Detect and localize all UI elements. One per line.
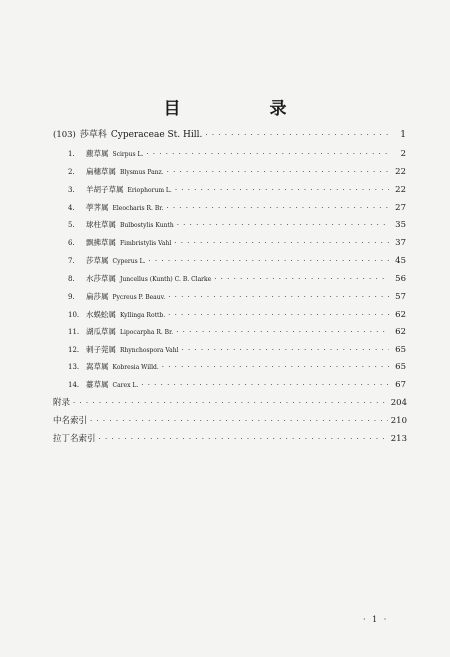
genus-number: 5.: [68, 221, 75, 229]
page-footer-number: · 1 ·: [363, 615, 389, 624]
leader-dots: [167, 168, 389, 176]
toc-genus-entry[interactable]: [68, 184, 406, 195]
genus-number: 10.: [68, 311, 80, 319]
leader-dots: [168, 293, 389, 301]
toc-genus-entry[interactable]: [68, 237, 406, 248]
toc-genus-entry[interactable]: [68, 326, 406, 337]
genus-number: 1.: [68, 150, 75, 158]
toc-genus-entry[interactable]: [68, 309, 406, 320]
genus-chinese-name: 飘拂草属: [86, 238, 116, 247]
genus-latin-name: Eleocharis R. Br.: [112, 205, 164, 212]
toc-appendix-entry[interactable]: [53, 432, 407, 444]
leader-dots: [176, 328, 389, 336]
genus-latin-name: Kobresia Willd.: [112, 364, 159, 371]
toc-genus-entry[interactable]: [68, 344, 406, 355]
toc-appendix-entry[interactable]: [53, 396, 407, 408]
leader-dots: [90, 417, 388, 425]
page-number: 67: [395, 380, 406, 390]
toc-genus-entry[interactable]: [68, 166, 406, 177]
genus-latin-name: Eriophorum L.: [127, 187, 172, 194]
page-number: 22: [395, 167, 406, 177]
genus-number: 13.: [68, 363, 80, 371]
genus-latin-name: Rhynchospora Vahl: [120, 347, 179, 354]
genus-number: 2.: [68, 168, 75, 176]
leader-dots: [99, 435, 388, 443]
genus-latin-name: Fimbristylis Vahl: [120, 240, 172, 247]
page-number: 213: [390, 434, 407, 444]
genus-number: 14.: [68, 381, 80, 389]
page-number: 210: [390, 416, 407, 426]
leader-dots: [146, 150, 389, 158]
genus-number: 12.: [68, 346, 80, 354]
genus-number: 8.: [68, 275, 75, 283]
genus-latin-name: Bulbostylis Kunth: [120, 222, 174, 229]
toc-genus-entry[interactable]: [68, 219, 406, 230]
page-number: 204: [390, 398, 407, 408]
toc-genus-entry[interactable]: [68, 255, 406, 266]
genus-number: 3.: [68, 186, 75, 194]
genus-latin-name: Scirpus L.: [112, 151, 144, 158]
genus-chinese-name: 藨草属: [86, 149, 109, 158]
toc-genus-entry[interactable]: [68, 361, 406, 372]
leader-dots: [166, 204, 389, 212]
toc-genus-entry[interactable]: [68, 202, 406, 213]
genus-number: 4.: [68, 204, 75, 212]
page-number: 27: [395, 203, 406, 213]
leader-dots: [175, 186, 389, 194]
page-number: 37: [395, 238, 406, 248]
leader-dots: [214, 275, 389, 283]
genus-chinese-name: 扁莎属: [86, 292, 109, 301]
page-number: 22: [395, 185, 406, 195]
genus-chinese-name: 水莎草属: [86, 274, 116, 283]
family-chinese-name: 莎草科: [79, 130, 107, 140]
genus-latin-name: Pycreus P. Beauv.: [112, 294, 166, 301]
leader-dots: [162, 363, 389, 371]
genus-number: 9.: [68, 293, 75, 301]
page-number: 45: [395, 256, 406, 266]
toc-genus-entry[interactable]: [68, 291, 406, 302]
page-number: 1: [400, 130, 406, 140]
genus-latin-name: Kyllinga Rottb.: [120, 312, 166, 319]
toc-appendix-entry[interactable]: [53, 414, 407, 426]
genus-chinese-name: 荸荠属: [86, 203, 109, 212]
page-number: 2: [400, 149, 406, 159]
page-number: 35: [395, 220, 406, 230]
page-number: 57: [395, 292, 406, 302]
genus-chinese-name: 扁穗草属: [86, 167, 116, 176]
family-latin-name: Cyperaceae St. Hill.: [110, 130, 203, 140]
leader-dots: [174, 239, 389, 247]
leader-dots: [73, 399, 388, 407]
toc-family-entry[interactable]: [53, 127, 406, 140]
leader-dots: [182, 346, 390, 354]
page-title: 目 录: [163, 99, 323, 119]
page-number: 62: [395, 310, 406, 320]
leader-dots: [148, 257, 389, 265]
page-number: 65: [395, 362, 406, 372]
genus-chinese-name: 薹草属: [86, 380, 109, 389]
page-number: 56: [395, 274, 406, 284]
genus-latin-name: Carex L.: [112, 382, 139, 389]
appendix-label: 中名索引: [53, 416, 88, 426]
appendix-label: 附录: [53, 398, 71, 408]
page-number: 62: [395, 327, 406, 337]
genus-latin-name: Blysmus Panz.: [120, 169, 164, 176]
genus-chinese-name: 莎草属: [86, 256, 109, 265]
leader-dots: [141, 381, 389, 389]
genus-latin-name: Juncellus (Kunth) C. B. Clarke: [120, 276, 212, 283]
toc-genus-entry[interactable]: [68, 273, 406, 284]
genus-chinese-name: 水蜈蚣属: [86, 310, 116, 319]
genus-latin-name: Cyperus L.: [112, 258, 146, 265]
leader-dots: [177, 221, 389, 229]
toc-genus-entry[interactable]: [68, 148, 406, 159]
genus-number: 11.: [68, 328, 80, 336]
genus-chinese-name: 湖瓜草属: [86, 327, 116, 336]
genus-chinese-name: 球柱草属: [86, 220, 116, 229]
genus-chinese-name: 刺子莞属: [86, 345, 116, 354]
toc-genus-entry[interactable]: [68, 379, 406, 390]
genus-latin-name: Lipocarpha R. Br.: [120, 329, 174, 336]
leader-dots: [168, 311, 389, 319]
genus-chinese-name: 羊胡子草属: [86, 185, 124, 194]
genus-number: 7.: [68, 257, 75, 265]
genus-number: 6.: [68, 239, 75, 247]
leader-dots: [205, 131, 389, 139]
page-number: 65: [395, 345, 406, 355]
genus-chinese-name: 嵩草属: [86, 362, 109, 371]
appendix-label: 拉丁名索引: [53, 434, 96, 444]
family-code: (103): [53, 130, 76, 140]
